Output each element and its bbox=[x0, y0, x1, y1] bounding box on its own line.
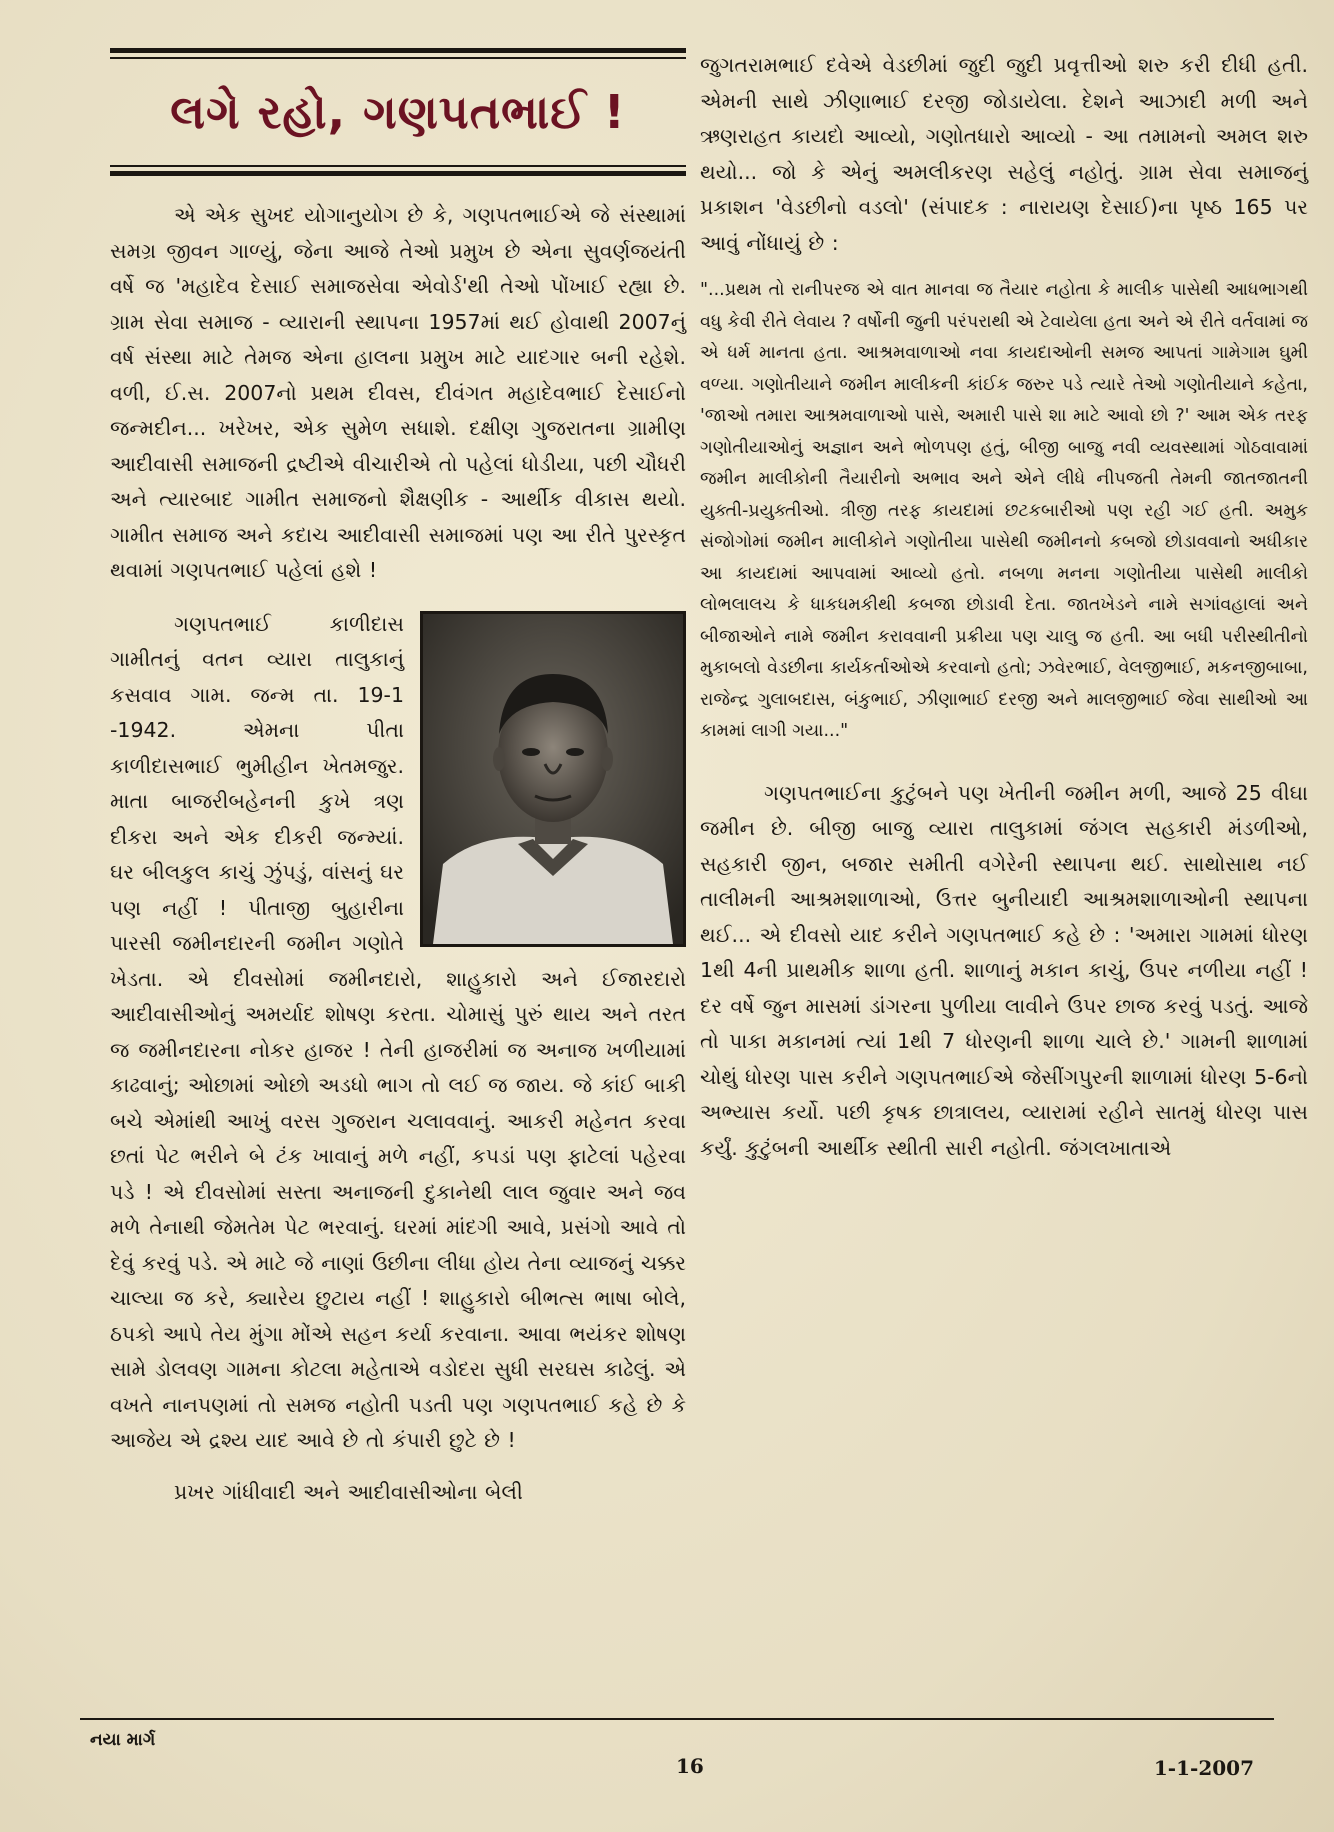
article-title: લગે રહો, ગણપતભાઈ ! bbox=[170, 85, 626, 139]
quoted-passage: "...પ્રથમ તો રાનીપરજ એ વાત માનવા જ તૈયાર નહોતા કે માલીક પાસેથી આધભાગથી વધુ કેવી રીતે લેવાય ? વર્ષોની જુની પરંપરાથી એ ટેવાયેલા હતા અને એ રીતે વર્તવામાં જ એ ધર્મ માનતા હતા. આશ્રમવાળાઓ નવા કાયદાઓની સમજ આપતાં ગામેગામ ઘુમી વળ્યા. ગણોતીયાને જમીન માલીકની કાંઈક જરુર પડે ત્યારે તેઓ ગણોતીયાને કહેતા, 'જાઓ તમારા આશ્રમવાળાઓ પાસે, અમારી પાસે શા માટે આવો છો ?' આમ એક તરફ ગણોતીયાઓનું અજ્ઞાન અને ભોળપણ હતું, બીજી બાજુ નવી વ્યવસ્થામાં ગોઠવાવામાં જમીન માલીકોની તૈયારીનો અભાવ અને એને લીધે નીપજતી તેમની જાતજાતની યુક્તી-પ્રયુક્તીઓ. ત્રીજી તરફ કાયદામાં છટકબારીઓ પણ રહી ગઈ હતી. અમુક સંજોગોમાં જમીન માલીકોને ગણોતીયા પાસેથી જમીનનો કબજો છોડાવવાનો અધીકાર આ કાયદામાં આપવામાં આવ્યો હતો. નબળા મનના ગણોતીયા પાસેથી માલીકો લોભલાલચ કે ધાકધમકીથી કબજા છોડાવી દેતા. જાતખેડને નામે સગાંવહાલાં અને બીજાઓને નામે જમીન કરાવવાની પ્રક્રીયા પણ ચાલુ જ હતી. આ બધી પરીસ્થીતીનો મુકાબલો વેડછીના કાર્યકર્તાઓએ કરવાનો હતો; ઝવેરભાઈ, વેલજીભાઈ, મકનજીબાબા, રાજેન્દ્ર ગુલાબદાસ, બંકુભાઈ, ઝીણાભાઈ દરજી અને માલજીભાઈ જેવા સાથીઓ આ કામમાં લાગી ગયા..." bbox=[700, 280, 1308, 741]
page-footer bbox=[80, 1718, 1274, 1780]
title-box bbox=[110, 59, 686, 161]
paragraph-continuation: પ્રખર ગાંધીવાદી અને આદીવાસીઓના બેલી bbox=[174, 1479, 523, 1504]
title-bottom-thin-rule bbox=[110, 165, 686, 167]
paragraph-biography: ગણપતભાઈ કાળીદાસ ગામીતનું વતન વ્યારા તાલુકાનું કસવાવ ગામ. જન્મ તા. 19-1 -1942. એમના પીતા કાળીદાસભાઈ ભુમીહીન ખેતમજુર. માતા બાજરીબહેનની કુખે ત્રણ દીકરા અને એક દીકરી જન્મ્યાં. ઘર બીલકુલ કાચું ઝુંપડું, વાંસનું ઘર પણ નહીં ! પીતાજી બુહારીના પારસી જમીનદારની જમીન ગણોતે ખેડતા. એ દીવસોમાં જમીનદારો, શાહુકારો અને ઈજારદારો આદીવાસીઓનું અમર્યાદ શોષણ કરતા. ચોમાસું પુરું થાય અને તરત જ જમીનદારના નોકર હાજર ! તેની હાજરીમાં જ અનાજ ખળીયામાં કાઢવાનું; ઓછામાં ઓછો અડધો ભાગ તો લઈ જ જાય. જે કાંઈ બાકી બચે એમાંથી આખું વરસ ગુજરાન ચલાવવાનું. આકરી મહેનત કરવા છતાં પેટ ભરીને બે ટંક ખાવાનું મળે નહીં, કપડાં પણ ફાટેલાં પહેરવા પડે ! એ દીવસોમાં સસ્તા અનાજની દુકાનેથી લાલ જુવાર અને જવ મળે તેનાથી જેમતેમ પેટ ભરવાનું. ઘરમાં માંદગી આવે, પ્રસંગો આવે તો દેવું કરવું પડે. એ માટે જે નાણાં ઉછીના લીધા હોય તેના વ્યાજનું ચક્કર ચાલ્યા જ કરે, ક્યારેય છુટાય નહીં ! શાહુકારો બીભત્સ ભાષા બોલે, ઠપકો આપે તેય મુંગા મોંએ સહન કર્યા કરવાના. આવા ભયંકર શોષણ સામે ડોલવણ ગામના કોટલા મહેતાએ વડોદરા સુધી સરઘસ કાઢેલું. એ વખતે નાનપણમાં તો સમજ નહોતી પડતી પણ ગણપતભાઈ કહે છે કે આજેય એ દ્રશ્ય યાદ આવે છે તો કંપારી છુટે છે ! bbox=[110, 611, 686, 1452]
right-column bbox=[700, 48, 1308, 1166]
paragraph-family-land: ગણપતભાઈના કુટુંબને પણ ખેતીની જમીન મળી, આજે 25 વીઘા જમીન છે. બીજી બાજુ વ્યારા તાલુકામાં જંગલ સહકારી મંડળીઓ, સહકારી જીન, બજાર સમીતી વગેરેની સ્થાપના થઈ. સાથોસાથ નઈ તાલીમની આશ્રમશાળાઓ, ઉત્તર બુનીયાદી આશ્રમશાળાઓની સ્થાપના થઈ... એ દીવસો યાદ કરીને ગણપતભાઈ કહે છે : 'અમારા ગામમાં ધોરણ 1થી 4ની પ્રાથમીક શાળા હતી. શાળાનું મકાન કાચું, ઉપર નળીયા નહીં ! દર વર્ષે જુન માસમાં ડાંગરના પુળીયા લાવીને ઉપર છાજ કરવું પડતું. આજે તો પાકા મકાનમાં ત્યાં 1થી 7 ધોરણની શાળા ચાલે છે.' ગામની શાળામાં ચોથું ધોરણ પાસ કરીને ગણપતભાઈએ જેસીંગપુરની શાળામાં ધોરણ 5-6નો અભ્યાસ કર્યો. પછી કૃષક છાત્રાલય, વ્યારામાં રહીને સાતમું ધોરણ પાસ કર્યું. કુટુંબની આર્થીક સ્થીતી સારી નહોતી. જંગલખાતાએ bbox=[700, 780, 1308, 1160]
issue-date: 1-1-2007 bbox=[1153, 1756, 1254, 1780]
portrait-photo bbox=[420, 611, 686, 947]
paragraph-intro: એ એક સુખદ યોગાનુયોગ છે કે, ગણપતભાઈએ જે સંસ્થામાં સમગ્ર જીવન ગાળ્યું, જેના આજે તેઓ પ્રમુખ છે એના સુવર્ણજયંતી વર્ષે જ 'મહાદેવ દેસાઈ સમાજસેવા એવોર્ડ'થી તેઓ પોંખાઈ રહ્યા છે. ગ્રામ સેવા સમાજ - વ્યારાની સ્થાપના 1957માં થઈ હોવાથી 2007નું વર્ષ સંસ્થા માટે તેમજ એના હાલના પ્રમુખ માટે યાદગાર બની રહેશે. વળી, ઈ.સ. 2007નો પ્રથમ દીવસ, દીવંગત મહાદેવભાઈ દેસાઈનો જન્મદીન... ખરેખર, એક સુમેળ સધાશે. દક્ષીણ ગુજરાતના ગ્રામીણ આદીવાસી સમાજની દ્રષ્ટીએ વીચારીએ તો પહેલાં ધોડીયા, પછી ચૌધરી અને ત્યારબાદ ગામીત સમાજનો શૈક્ષણીક - આર્થીક વીકાસ થયો. ગામીત સમાજ અને કદાચ આદીવાસી સમાજમાં પણ આ રીતે પુરસ્કૃત થવામાં ગણપતભાઈ પહેલાં હશે ! bbox=[110, 203, 686, 582]
left-column bbox=[110, 48, 686, 1510]
page-number: 16 bbox=[676, 1754, 704, 1778]
title-top-rule bbox=[110, 48, 686, 53]
footer-rule bbox=[80, 1718, 1274, 1720]
portrait-image bbox=[423, 614, 683, 944]
magazine-name: નયા માર્ગ bbox=[90, 1730, 156, 1750]
paragraph-history: જુગતરામભાઈ દવેએ વેડછીમાં જુદી જુદી પ્રવૃત્તીઓ શરુ કરી દીધી હતી. એમની સાથે ઝીણાભાઈ દરજી જોડાયેલા. દેશને આઝાદી મળી અને ઋણરાહત કાયદો આવ્યો, ગણોતધારો આવ્યો - આ તમામનો અમલ શરુ થયો... જો કે એનું અમલીકરણ સહેલું નહોતું. ગ્રામ સેવા સમાજનું પ્રકાશન 'વેડછીનો વડલો' (સંપાદક : નારાયણ દેસાઈ)ના પૃષ્ઠ 165 પર આવું નોંધાયું છે : bbox=[700, 53, 1308, 255]
